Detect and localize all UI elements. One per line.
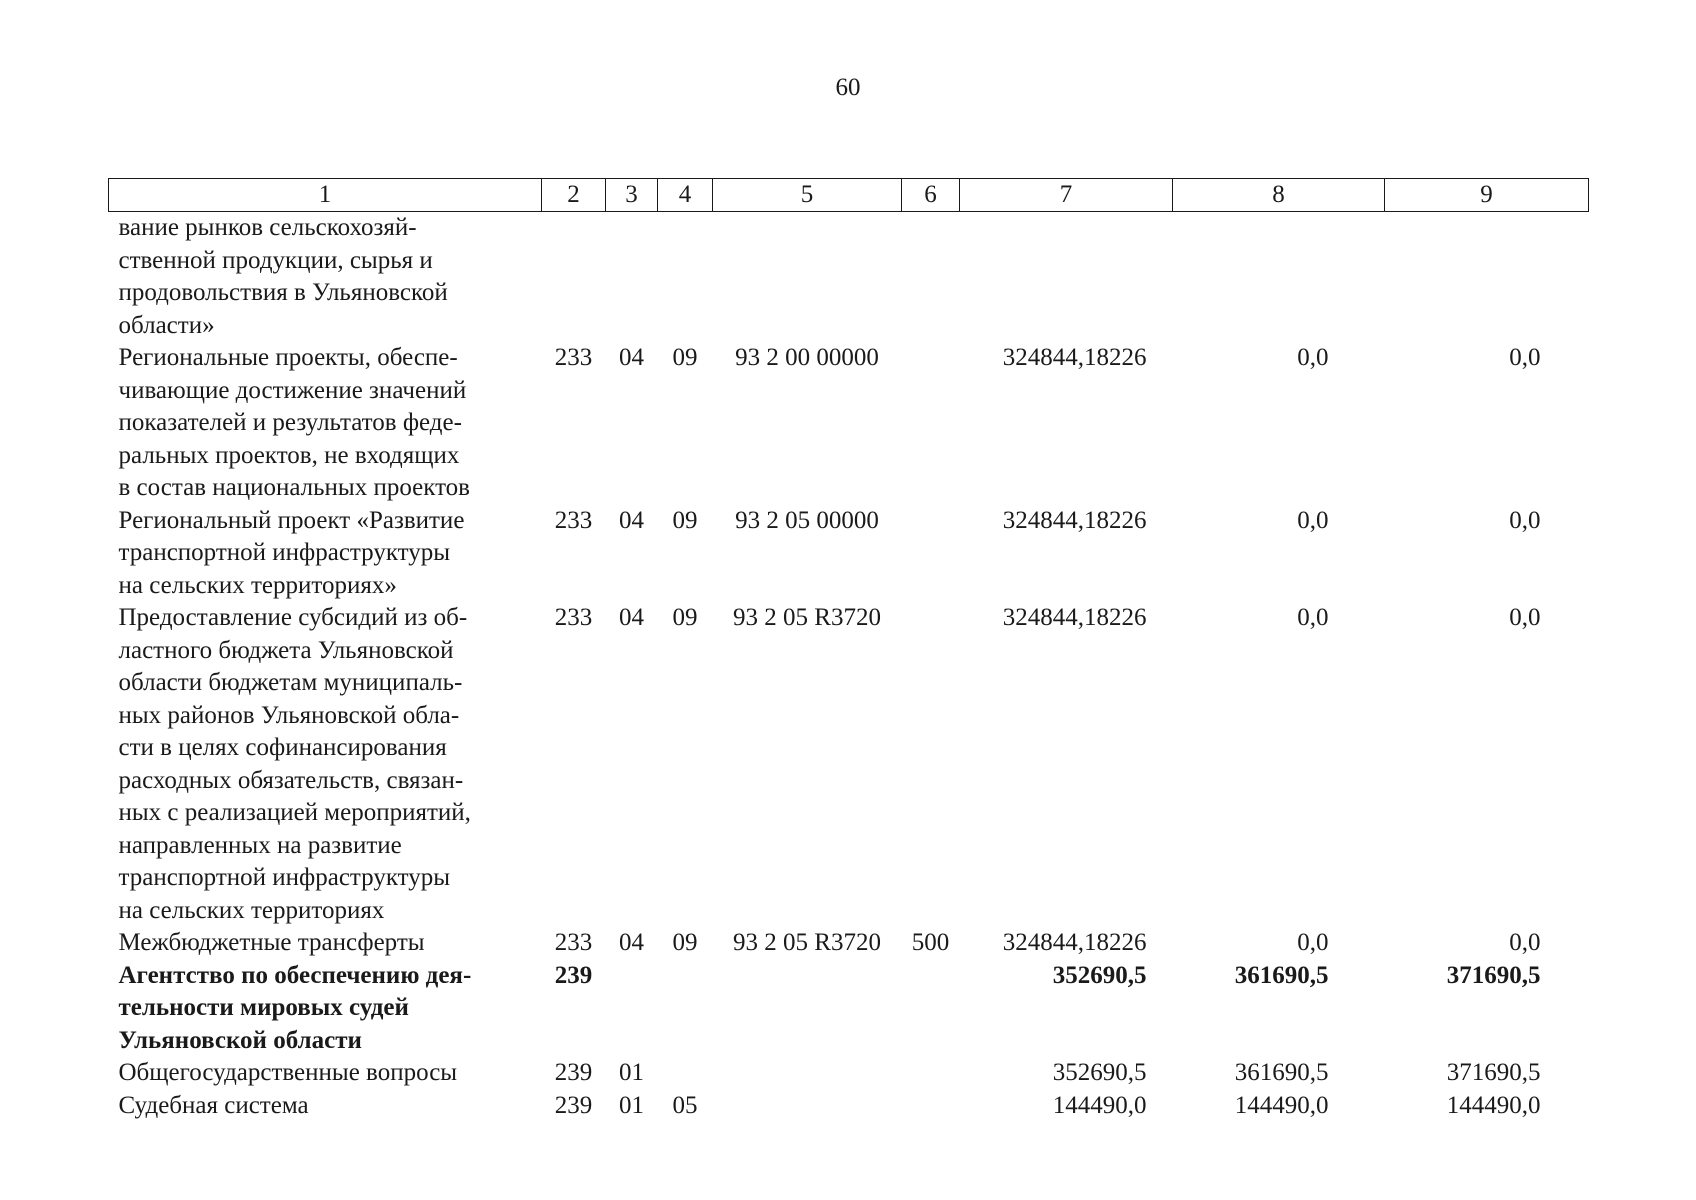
cell-amount-col8	[1173, 212, 1385, 343]
table-row	[109, 1090, 1589, 1123]
cell-admin-code: 239	[554, 1059, 593, 1086]
cell-admin-code: 233	[554, 344, 593, 371]
cell-amount-col9: 371690,5	[1446, 1059, 1541, 1086]
header-col-3: 3	[606, 179, 658, 212]
cell-admin-code	[542, 212, 606, 343]
cell-target-article	[713, 1057, 902, 1090]
cell-amount-col7: 324844,18226	[1002, 344, 1147, 371]
cell-target-article	[713, 212, 902, 343]
cell-amount-col9	[1385, 212, 1589, 343]
cell-name: вание рынков сельскохозяй- ственной продукции, сырья и продовольствия в Ульяновской области»	[118, 214, 448, 339]
cell-name: Региональные проекты, обеспе- чивающие достижение значений показателей и результатов феде- ральных проектов, не входящих в состав национальных проектов	[118, 344, 470, 501]
cell-amount-col9: 0,0	[1509, 604, 1541, 631]
cell-subsection: 09	[672, 604, 698, 631]
cell-section: 04	[619, 929, 644, 956]
cell-target-article: 93 2 05 R3720	[733, 929, 881, 956]
table-row	[109, 342, 1589, 505]
header-col-9: 9	[1385, 179, 1589, 212]
table-body	[109, 212, 1589, 1123]
cell-amount-col9: 144490,0	[1446, 1091, 1541, 1119]
cell-subsection: 09	[672, 344, 698, 371]
table-header	[109, 179, 1589, 212]
header-col-2: 2	[542, 179, 606, 212]
cell-amount-col8: 0,0	[1297, 604, 1329, 631]
header-col-7: 7	[960, 179, 1173, 212]
cell-amount-col7: 352690,5	[1052, 961, 1147, 989]
cell-admin-code: 239	[554, 961, 593, 989]
table-row	[109, 505, 1589, 603]
budget-table-container	[108, 178, 1588, 1122]
cell-amount-col9: 0,0	[1509, 506, 1541, 534]
cell-section	[606, 212, 658, 343]
cell-section	[606, 960, 658, 1058]
table-row	[109, 212, 1589, 343]
table-row	[109, 602, 1589, 927]
cell-amount-col7: 144490,0	[1052, 1091, 1147, 1119]
cell-subsection	[658, 1057, 713, 1090]
cell-section: 04	[619, 506, 644, 534]
header-row	[109, 179, 1589, 212]
cell-amount-col7: 324844,18226	[1002, 506, 1147, 534]
cell-amount-col7: 324844,18226	[1002, 929, 1147, 956]
cell-amount-col8: 361690,5	[1234, 961, 1329, 989]
page-number: 60	[835, 74, 861, 101]
cell-amount-col7: 324844,18226	[1002, 604, 1147, 631]
cell-expense-type	[902, 1090, 960, 1123]
cell-name: Предоставление субсидий из об- ластного бюджета Ульяновской области бюджетам муниципаль- ных районов Ульяновской обла- сти в целях софинансирования расходных обязательств, связан- ных с реализацией мероприятий, направленных на развитие транспортной инфраструктуры на сельских территориях	[118, 604, 471, 924]
cell-amount-col7: 352690,5	[1052, 1059, 1147, 1086]
cell-target-article	[713, 1090, 902, 1123]
header-col-5: 5	[713, 179, 902, 212]
cell-name: Агентство по обеспечению дея- тельности мировых судей Ульяновской области	[118, 961, 472, 1054]
cell-name: Общегосударственные вопросы	[118, 1059, 458, 1086]
cell-expense-type	[902, 1057, 960, 1090]
cell-target-article: 93 2 05 R3720	[733, 604, 881, 631]
cell-target-article: 93 2 05 00000	[735, 506, 879, 534]
cell-target-article: 93 2 00 00000	[735, 344, 879, 371]
cell-expense-type	[902, 342, 960, 505]
cell-expense-type: 500	[911, 929, 950, 956]
cell-name: Региональный проект «Развитие транспортной инфраструктуры на сельских территориях»	[118, 506, 465, 599]
cell-subsection: 05	[672, 1091, 698, 1119]
header-col-4: 4	[658, 179, 713, 212]
cell-admin-code: 239	[554, 1091, 593, 1119]
header-col-6: 6	[902, 179, 960, 212]
cell-subsection	[658, 960, 713, 1058]
cell-expense-type	[902, 212, 960, 343]
cell-target-article	[713, 960, 902, 1058]
cell-amount-col8: 144490,0	[1234, 1091, 1329, 1119]
cell-admin-code: 233	[554, 506, 593, 534]
cell-amount-col8: 0,0	[1297, 929, 1329, 956]
cell-admin-code: 233	[554, 604, 593, 631]
cell-amount-col9: 0,0	[1509, 929, 1541, 956]
cell-subsection: 09	[672, 929, 698, 956]
table-row	[109, 927, 1589, 960]
cell-section: 01	[619, 1091, 644, 1119]
budget-table	[108, 178, 1589, 1122]
cell-amount-col8: 0,0	[1297, 344, 1329, 371]
cell-section: 04	[619, 604, 644, 631]
cell-section: 04	[619, 344, 644, 371]
cell-name: Межбюджетные трансферты	[118, 929, 425, 956]
cell-amount-col8: 0,0	[1297, 506, 1329, 534]
cell-subsection	[658, 212, 713, 343]
cell-amount-col9: 0,0	[1509, 344, 1541, 371]
cell-name: Судебная система	[118, 1091, 309, 1119]
cell-amount-col7	[960, 212, 1173, 343]
cell-amount-col9: 371690,5	[1446, 961, 1541, 989]
cell-amount-col8: 361690,5	[1234, 1059, 1329, 1086]
cell-expense-type	[902, 602, 960, 927]
table-row	[109, 1057, 1589, 1090]
table-row	[109, 960, 1589, 1058]
header-col-1: 1	[109, 179, 542, 212]
cell-expense-type	[902, 505, 960, 603]
cell-admin-code: 233	[554, 929, 593, 956]
cell-section: 01	[619, 1059, 644, 1086]
header-col-8: 8	[1173, 179, 1385, 212]
cell-subsection: 09	[672, 506, 698, 534]
cell-expense-type	[902, 960, 960, 1058]
